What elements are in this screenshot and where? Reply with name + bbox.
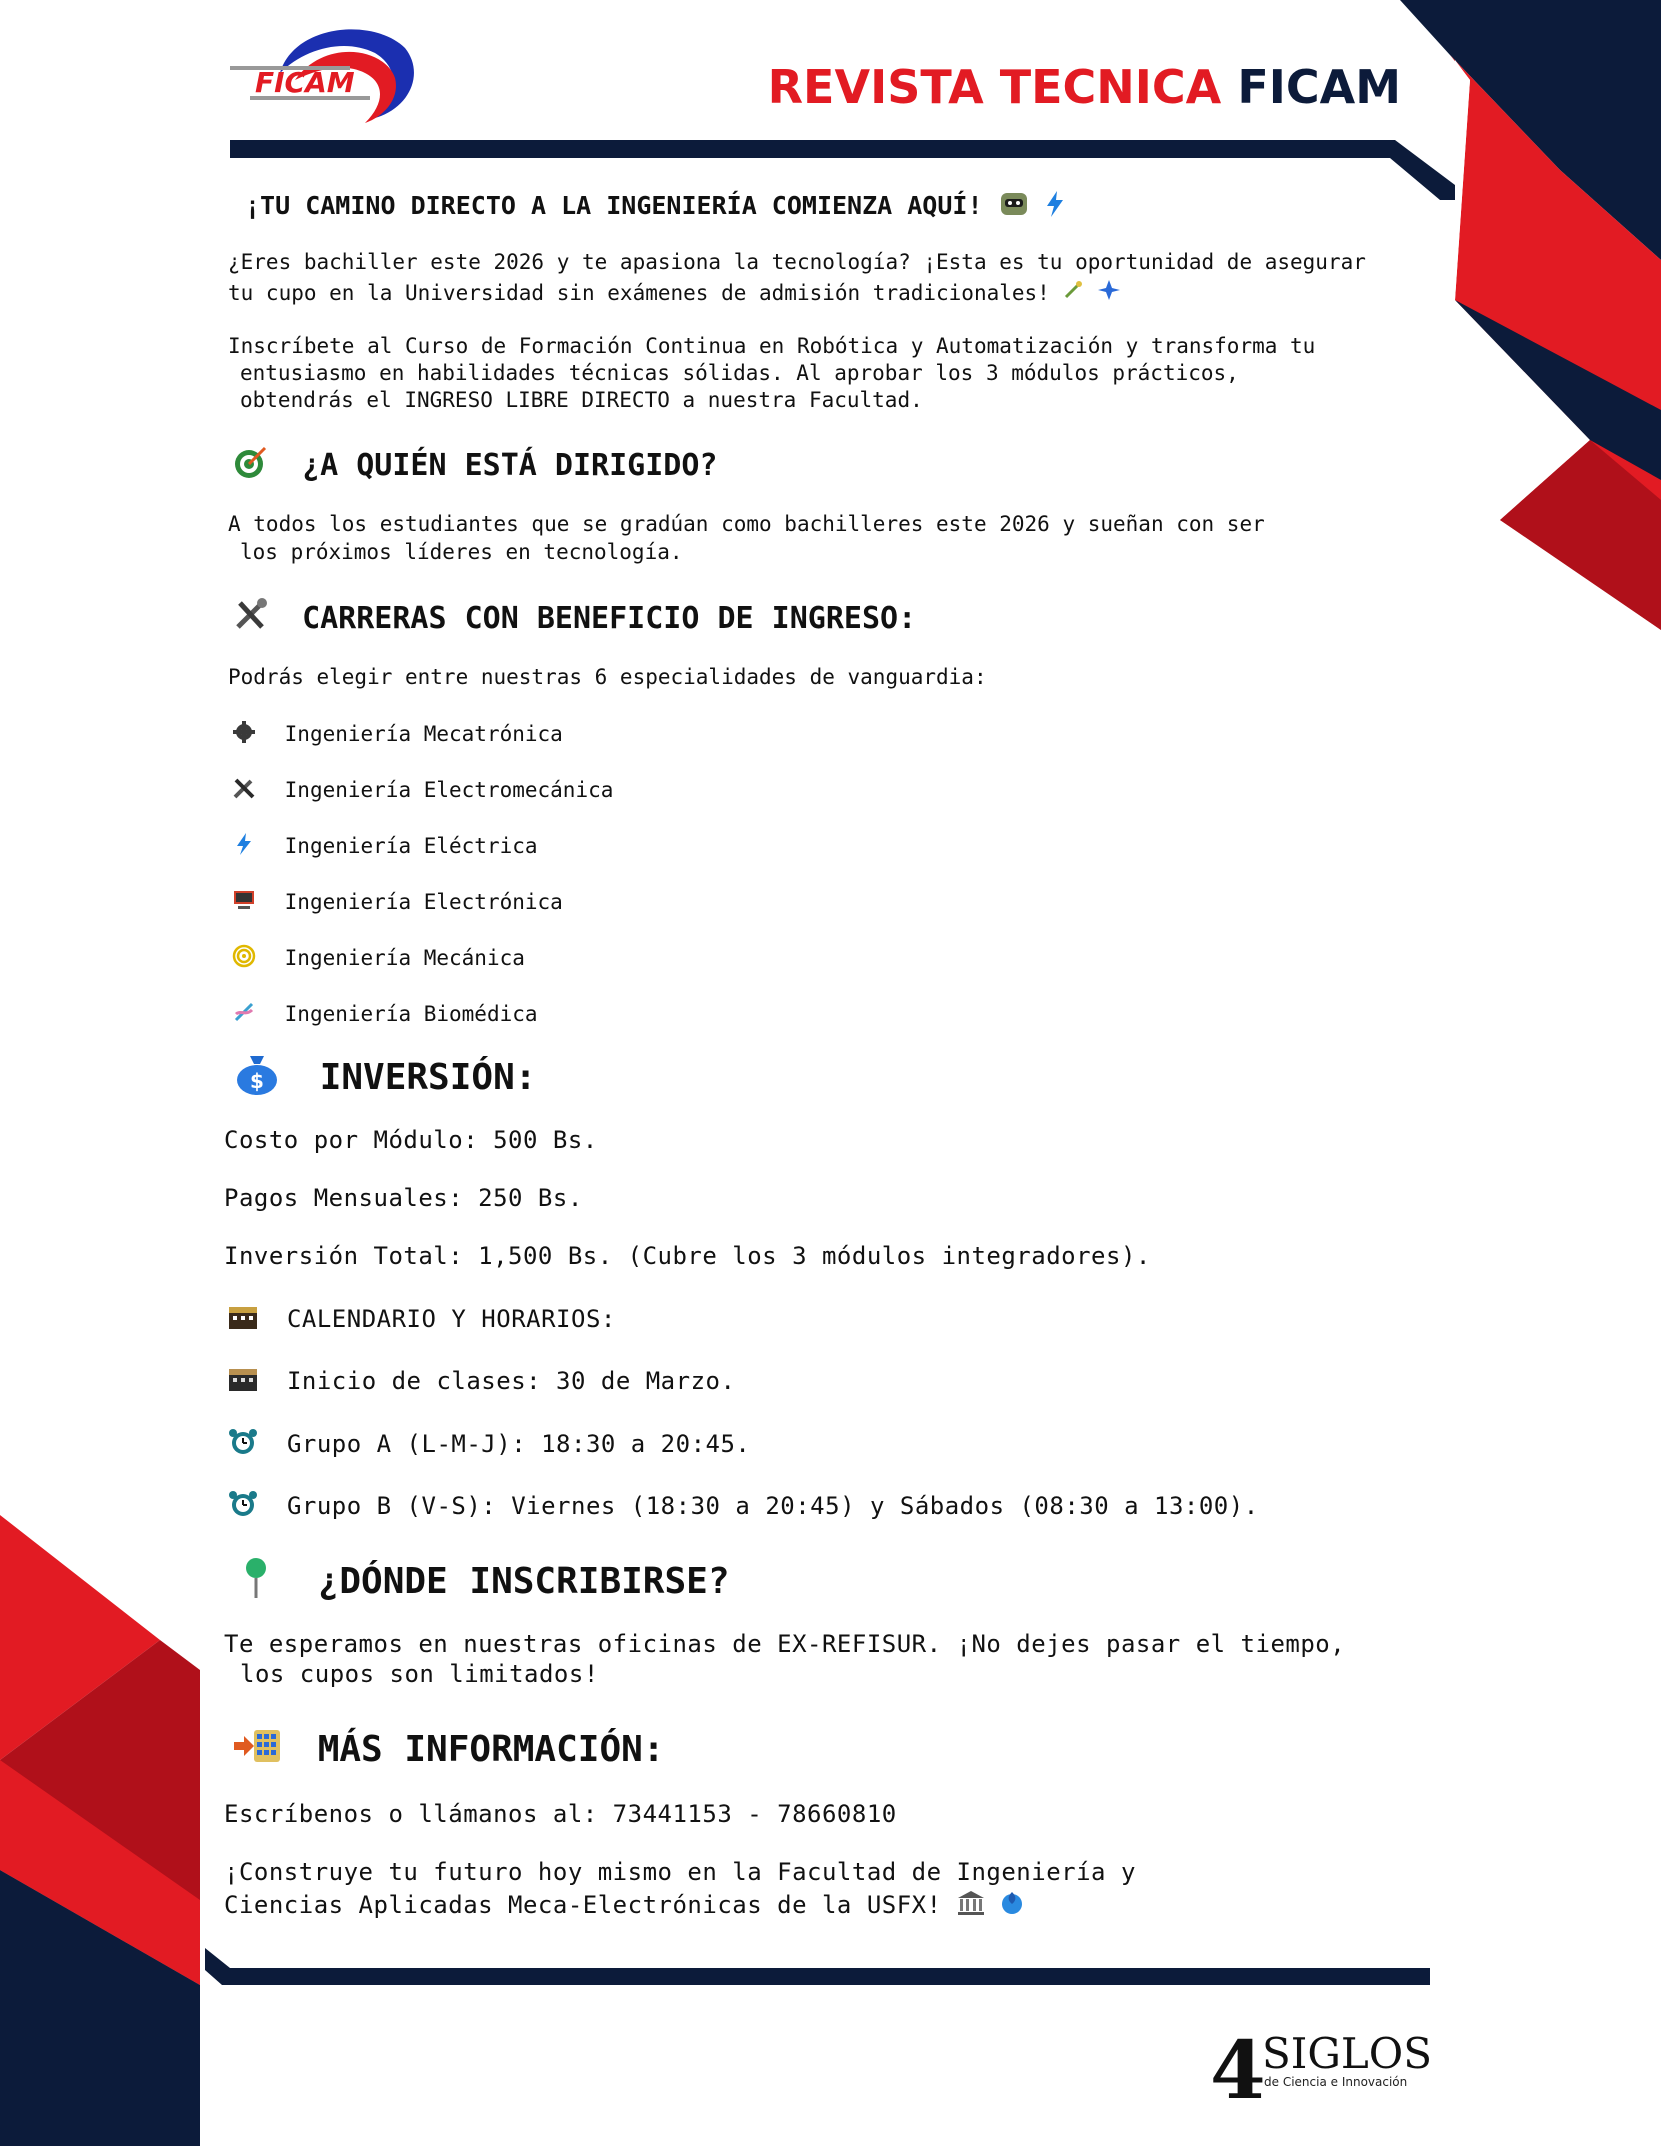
careers-intro: Podrás elegir entre nuestras 6 especialidades de vanguardia:: [228, 665, 987, 689]
info-heading: [232, 1726, 664, 1775]
career-item: [232, 944, 525, 973]
dna-icon: [232, 1000, 256, 1029]
closing-line-2: [224, 1890, 1025, 1922]
intro-paragraph-1-line-2-text: tu cupo en la Universidad sin exámenes de admisión tradicionales!: [228, 281, 1050, 305]
money-bag-icon: [234, 1052, 280, 1105]
phone-keypad-icon: [232, 1726, 282, 1775]
info-heading-text: MÁS INFORMACIÓN:: [317, 1728, 665, 1770]
cuatro-siglos-logo: [1210, 2020, 1435, 2110]
brand-word: SIGLOS: [1262, 2029, 1433, 2078]
audience-line-2: los próximos líderes en tecnología.: [240, 540, 683, 564]
tools-icon: [232, 776, 256, 805]
where-line-1: Te esperamos en nuestras oficinas de EX-REFISUR. ¡No dejes pasar el tiempo,: [224, 1630, 1346, 1658]
magazine-title: [768, 60, 1401, 114]
spiral-icon: [232, 944, 256, 973]
pen-icon: [1062, 279, 1084, 309]
rocket-icon: [999, 1890, 1025, 1922]
career-item: [232, 832, 538, 861]
magazine-title-red: REVISTA TECNICA: [767, 60, 1222, 114]
contact-phone: Escríbenos o llámanos al: 73441153 - 78660810: [224, 1800, 897, 1828]
lightning-icon: [1045, 190, 1065, 224]
career-label: Ingeniería Electromecánica: [284, 777, 614, 802]
group-b: [228, 1490, 1259, 1524]
career-item: [232, 776, 613, 805]
career-item: [232, 1000, 538, 1029]
intro-paragraph-1-line-1: ¿Eres bachiller este 2026 y te apasiona la tecnología? ¡Esta es tu oportunidad de asegurar: [228, 250, 1366, 274]
calendar-heading-text: CALENDARIO Y HORARIOS:: [286, 1305, 616, 1333]
alarm-clock-icon: [228, 1490, 258, 1524]
logo-text: FICAM: [255, 66, 355, 99]
investment-monthly: Pagos Mensuales: 250 Bs.: [224, 1184, 583, 1212]
start-date-text: Inicio de clases: 30 de Marzo.: [286, 1367, 736, 1395]
career-label: Ingeniería Mecatrónica: [284, 721, 563, 746]
intro-paragraph-2-line-1: Inscríbete al Curso de Formación Continua en Robótica y Automatización y transforma tu: [228, 334, 1316, 358]
tools-icon: [232, 597, 270, 641]
intro-paragraph-1-line-2: [228, 278, 1123, 310]
intro-paragraph-2-line-2: entusiasmo en habilidades técnicas sólidas. Al aprobar los 3 módulos prácticos,: [240, 361, 1239, 385]
classical-building-icon: [957, 1890, 985, 1922]
group-a-text: Grupo A (L-M-J): 18:30 a 20:45.: [286, 1430, 751, 1458]
audience-heading-text: ¿A QUIÉN ESTÁ DIRIGIDO?: [302, 447, 718, 483]
career-label: Ingeniería Eléctrica: [284, 833, 538, 858]
calendar-icon: [228, 1366, 258, 1398]
brand-tagline: de Ciencia e Innovación: [1264, 2075, 1408, 2089]
investment-total: Inversión Total: 1,500 Bs. (Cubre los 3 módulos integradores).: [224, 1242, 1151, 1270]
closing-line-2-text: Ciencias Aplicadas Meca-Electrónicas de la USFX!: [224, 1891, 942, 1919]
intro-headline-text: ¡TU CAMINO DIRECTO A LA INGENIERÍA COMIENZA AQUÍ!: [245, 191, 983, 220]
start-date: [228, 1366, 735, 1398]
ficam-logo: [225, 18, 425, 128]
investment-heading: [234, 1052, 536, 1105]
investment-cost: Costo por Módulo: 500 Bs.: [224, 1126, 598, 1154]
audience-line-1: A todos los estudiantes que se gradúan como bachilleres este 2026 y sueñan con ser: [228, 512, 1265, 536]
career-label: Ingeniería Biomédica: [284, 1001, 538, 1026]
group-a: [228, 1428, 750, 1462]
career-item: [232, 720, 563, 749]
calendar-heading: [228, 1304, 616, 1336]
career-label: Ingeniería Electrónica: [284, 889, 563, 914]
target-icon: [232, 444, 270, 488]
magazine-title-navy: FICAM: [1237, 60, 1401, 114]
closing-line-1: ¡Construye tu futuro hoy mismo en la Facultad de Ingeniería y: [224, 1858, 1136, 1886]
careers-heading-text: CARRERAS CON BENEFICIO DE INGRESO:: [302, 600, 917, 636]
where-heading-text: ¿DÓNDE INSCRIBIRSE?: [317, 1560, 730, 1602]
sparkles-icon: [1097, 278, 1123, 310]
pushpin-icon: [238, 1556, 274, 1609]
gear-icon: [232, 720, 256, 749]
group-b-text: Grupo B (V-S): Viernes (18:30 a 20:45) y Sábados (08:30 a 13:00).: [286, 1492, 1259, 1520]
alarm-clock-icon: [228, 1428, 258, 1462]
computer-icon: [232, 888, 256, 917]
robot-icon: [998, 190, 1030, 224]
investment-heading-text: INVERSIÓN:: [319, 1056, 537, 1098]
lightning-icon: [232, 832, 256, 861]
where-heading: [238, 1556, 730, 1609]
audience-heading: [232, 444, 717, 488]
intro-headline: [245, 190, 1065, 224]
intro-paragraph-2-line-3: obtendrás el INGRESO LIBRE DIRECTO a nuestra Facultad.: [240, 388, 923, 412]
svg-text:$: $: [250, 1069, 264, 1093]
calendar-icon: [228, 1304, 258, 1336]
career-label: Ingeniería Mecánica: [284, 945, 525, 970]
where-line-2: los cupos son limitados!: [240, 1660, 599, 1688]
careers-heading: [232, 597, 916, 641]
career-item: [232, 888, 563, 917]
brand-number: 4: [1210, 2023, 1266, 2110]
